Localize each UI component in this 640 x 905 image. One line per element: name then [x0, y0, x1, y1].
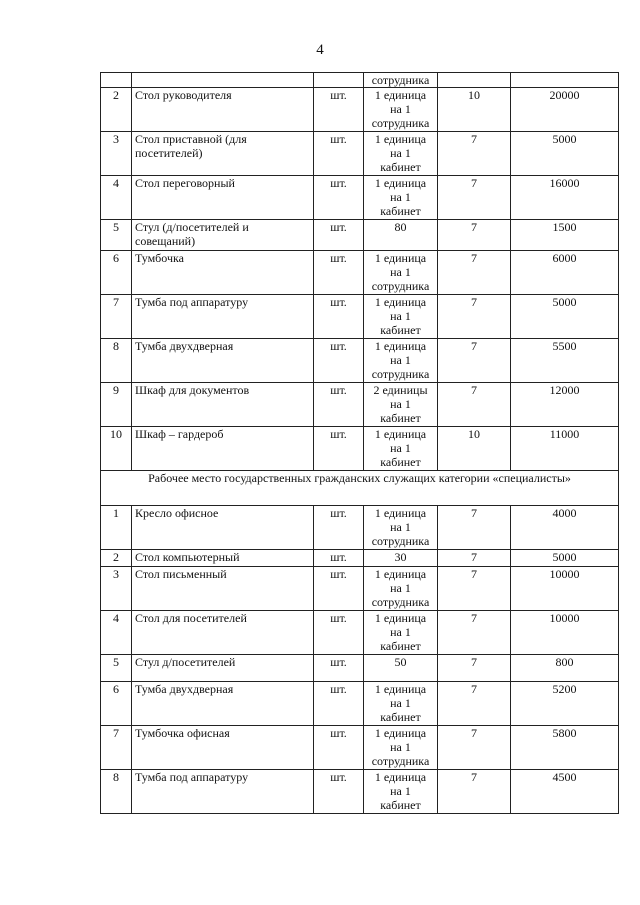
cell-term: 7	[438, 611, 511, 655]
cell-unit: шт.	[314, 295, 364, 339]
cell-term: 7	[438, 726, 511, 770]
cell-no	[101, 73, 132, 88]
table-row-continued	[101, 73, 619, 88]
cell-term: 7	[438, 383, 511, 427]
cell-unit: шт.	[314, 427, 364, 471]
cell-unit: шт.	[314, 176, 364, 220]
cell-no: 2	[101, 88, 132, 132]
cell-price: 800	[511, 655, 619, 682]
cell-no: 4	[101, 176, 132, 220]
cell-unit: шт.	[314, 770, 364, 814]
table-row	[101, 655, 619, 682]
cell-unit: шт.	[314, 251, 364, 295]
cell-no: 3	[101, 567, 132, 611]
cell-name: Тумбочка офисная	[132, 726, 314, 770]
cell-no: 3	[101, 132, 132, 176]
table-row	[101, 550, 619, 567]
cell-unit: шт.	[314, 383, 364, 427]
cell-unit: шт.	[314, 88, 364, 132]
cell-term: 7	[438, 251, 511, 295]
cell-unit: шт.	[314, 550, 364, 567]
table-row	[101, 427, 619, 471]
cell-term: 7	[438, 176, 511, 220]
cell-term: 7	[438, 339, 511, 383]
cell-norm: 1 единица на 1 кабинет	[364, 295, 438, 339]
cell-no: 1	[101, 506, 132, 550]
cell-term: 7	[438, 132, 511, 176]
cell-price: 4000	[511, 506, 619, 550]
cell-name: Стол руководителя	[132, 88, 314, 132]
cell-norm: 50	[364, 655, 438, 682]
table-row	[101, 132, 619, 176]
table-row	[101, 682, 619, 726]
cell-name: Тумба двухдверная	[132, 339, 314, 383]
table-row	[101, 295, 619, 339]
cell-price: 5200	[511, 682, 619, 726]
cell-unit: шт.	[314, 132, 364, 176]
cell-norm: 80	[364, 220, 438, 251]
furniture-norms-table	[100, 72, 619, 814]
cell-price: 5500	[511, 339, 619, 383]
cell-norm: 1 единица на 1 сотрудника	[364, 251, 438, 295]
cell-price: 5000	[511, 295, 619, 339]
cell-price	[511, 73, 619, 88]
section-title: Рабочее место государственных гражданских служащих категории «специалисты»	[101, 471, 619, 506]
cell-name: Стол компьютерный	[132, 550, 314, 567]
cell-no: 6	[101, 682, 132, 726]
cell-norm: 1 единица на 1 сотрудника	[364, 88, 438, 132]
cell-price: 4500	[511, 770, 619, 814]
cell-price: 10000	[511, 611, 619, 655]
cell-norm: 1 единица на 1 кабинет	[364, 611, 438, 655]
table-row	[101, 339, 619, 383]
cell-norm: 1 единица на 1 кабинет	[364, 132, 438, 176]
cell-no: 4	[101, 611, 132, 655]
cell-norm: 1 единица на 1 сотрудника	[364, 567, 438, 611]
cell-norm: 1 единица на 1 сотрудника	[364, 726, 438, 770]
cell-term: 7	[438, 550, 511, 567]
table-row	[101, 506, 619, 550]
cell-unit: шт.	[314, 611, 364, 655]
cell-name	[132, 73, 314, 88]
cell-name: Тумба под аппаратуру	[132, 770, 314, 814]
cell-no: 5	[101, 220, 132, 251]
cell-norm: сотрудника	[364, 73, 438, 88]
cell-no: 7	[101, 295, 132, 339]
cell-unit: шт.	[314, 655, 364, 682]
section-row	[101, 471, 619, 506]
cell-no: 6	[101, 251, 132, 295]
table-row	[101, 251, 619, 295]
page-number: 4	[316, 42, 324, 58]
table-row	[101, 88, 619, 132]
cell-norm: 1 единица на 1 кабинет	[364, 770, 438, 814]
cell-name: Тумба двухдверная	[132, 682, 314, 726]
table-row	[101, 726, 619, 770]
cell-no: 7	[101, 726, 132, 770]
cell-name: Шкаф – гардероб	[132, 427, 314, 471]
cell-norm: 1 единица на 1 сотрудника	[364, 339, 438, 383]
cell-norm: 1 единица на 1 сотрудника	[364, 506, 438, 550]
cell-unit: шт.	[314, 682, 364, 726]
cell-term: 10	[438, 88, 511, 132]
table-row	[101, 611, 619, 655]
cell-unit: шт.	[314, 506, 364, 550]
cell-term: 7	[438, 770, 511, 814]
cell-price: 16000	[511, 176, 619, 220]
cell-term	[438, 73, 511, 88]
cell-price: 5800	[511, 726, 619, 770]
cell-norm: 30	[364, 550, 438, 567]
cell-term: 7	[438, 506, 511, 550]
cell-price: 10000	[511, 567, 619, 611]
cell-name: Тумбочка	[132, 251, 314, 295]
cell-name: Шкаф для документов	[132, 383, 314, 427]
cell-price: 5000	[511, 132, 619, 176]
cell-price: 11000	[511, 427, 619, 471]
cell-no: 10	[101, 427, 132, 471]
cell-term: 7	[438, 682, 511, 726]
cell-no: 9	[101, 383, 132, 427]
cell-no: 2	[101, 550, 132, 567]
cell-unit: шт.	[314, 339, 364, 383]
cell-name: Тумба под аппаратуру	[132, 295, 314, 339]
cell-name: Стол переговорный	[132, 176, 314, 220]
cell-norm: 1 единица на 1 кабинет	[364, 427, 438, 471]
cell-term: 7	[438, 567, 511, 611]
table-row	[101, 567, 619, 611]
cell-norm: 1 единица на 1 кабинет	[364, 176, 438, 220]
cell-unit: шт.	[314, 567, 364, 611]
cell-price: 12000	[511, 383, 619, 427]
table-row	[101, 770, 619, 814]
cell-price: 6000	[511, 251, 619, 295]
table-row	[101, 383, 619, 427]
table-row	[101, 220, 619, 251]
cell-name: Стол приставной (для посетителей)	[132, 132, 314, 176]
cell-name: Кресло офисное	[132, 506, 314, 550]
cell-no: 8	[101, 339, 132, 383]
cell-norm: 1 единица на 1 кабинет	[364, 682, 438, 726]
cell-price: 5000	[511, 550, 619, 567]
cell-unit: шт.	[314, 220, 364, 251]
cell-term: 10	[438, 427, 511, 471]
cell-name: Стол письменный	[132, 567, 314, 611]
cell-unit: шт.	[314, 726, 364, 770]
cell-price: 1500	[511, 220, 619, 251]
cell-name: Стол для посетителей	[132, 611, 314, 655]
cell-no: 5	[101, 655, 132, 682]
cell-term: 7	[438, 295, 511, 339]
table-row	[101, 176, 619, 220]
cell-term: 7	[438, 655, 511, 682]
cell-name: Стул д/посетителей	[132, 655, 314, 682]
cell-name: Стул (д/посетителей и совещаний)	[132, 220, 314, 251]
cell-term: 7	[438, 220, 511, 251]
cell-norm: 2 единицы на 1 кабинет	[364, 383, 438, 427]
cell-unit	[314, 73, 364, 88]
cell-price: 20000	[511, 88, 619, 132]
cell-no: 8	[101, 770, 132, 814]
